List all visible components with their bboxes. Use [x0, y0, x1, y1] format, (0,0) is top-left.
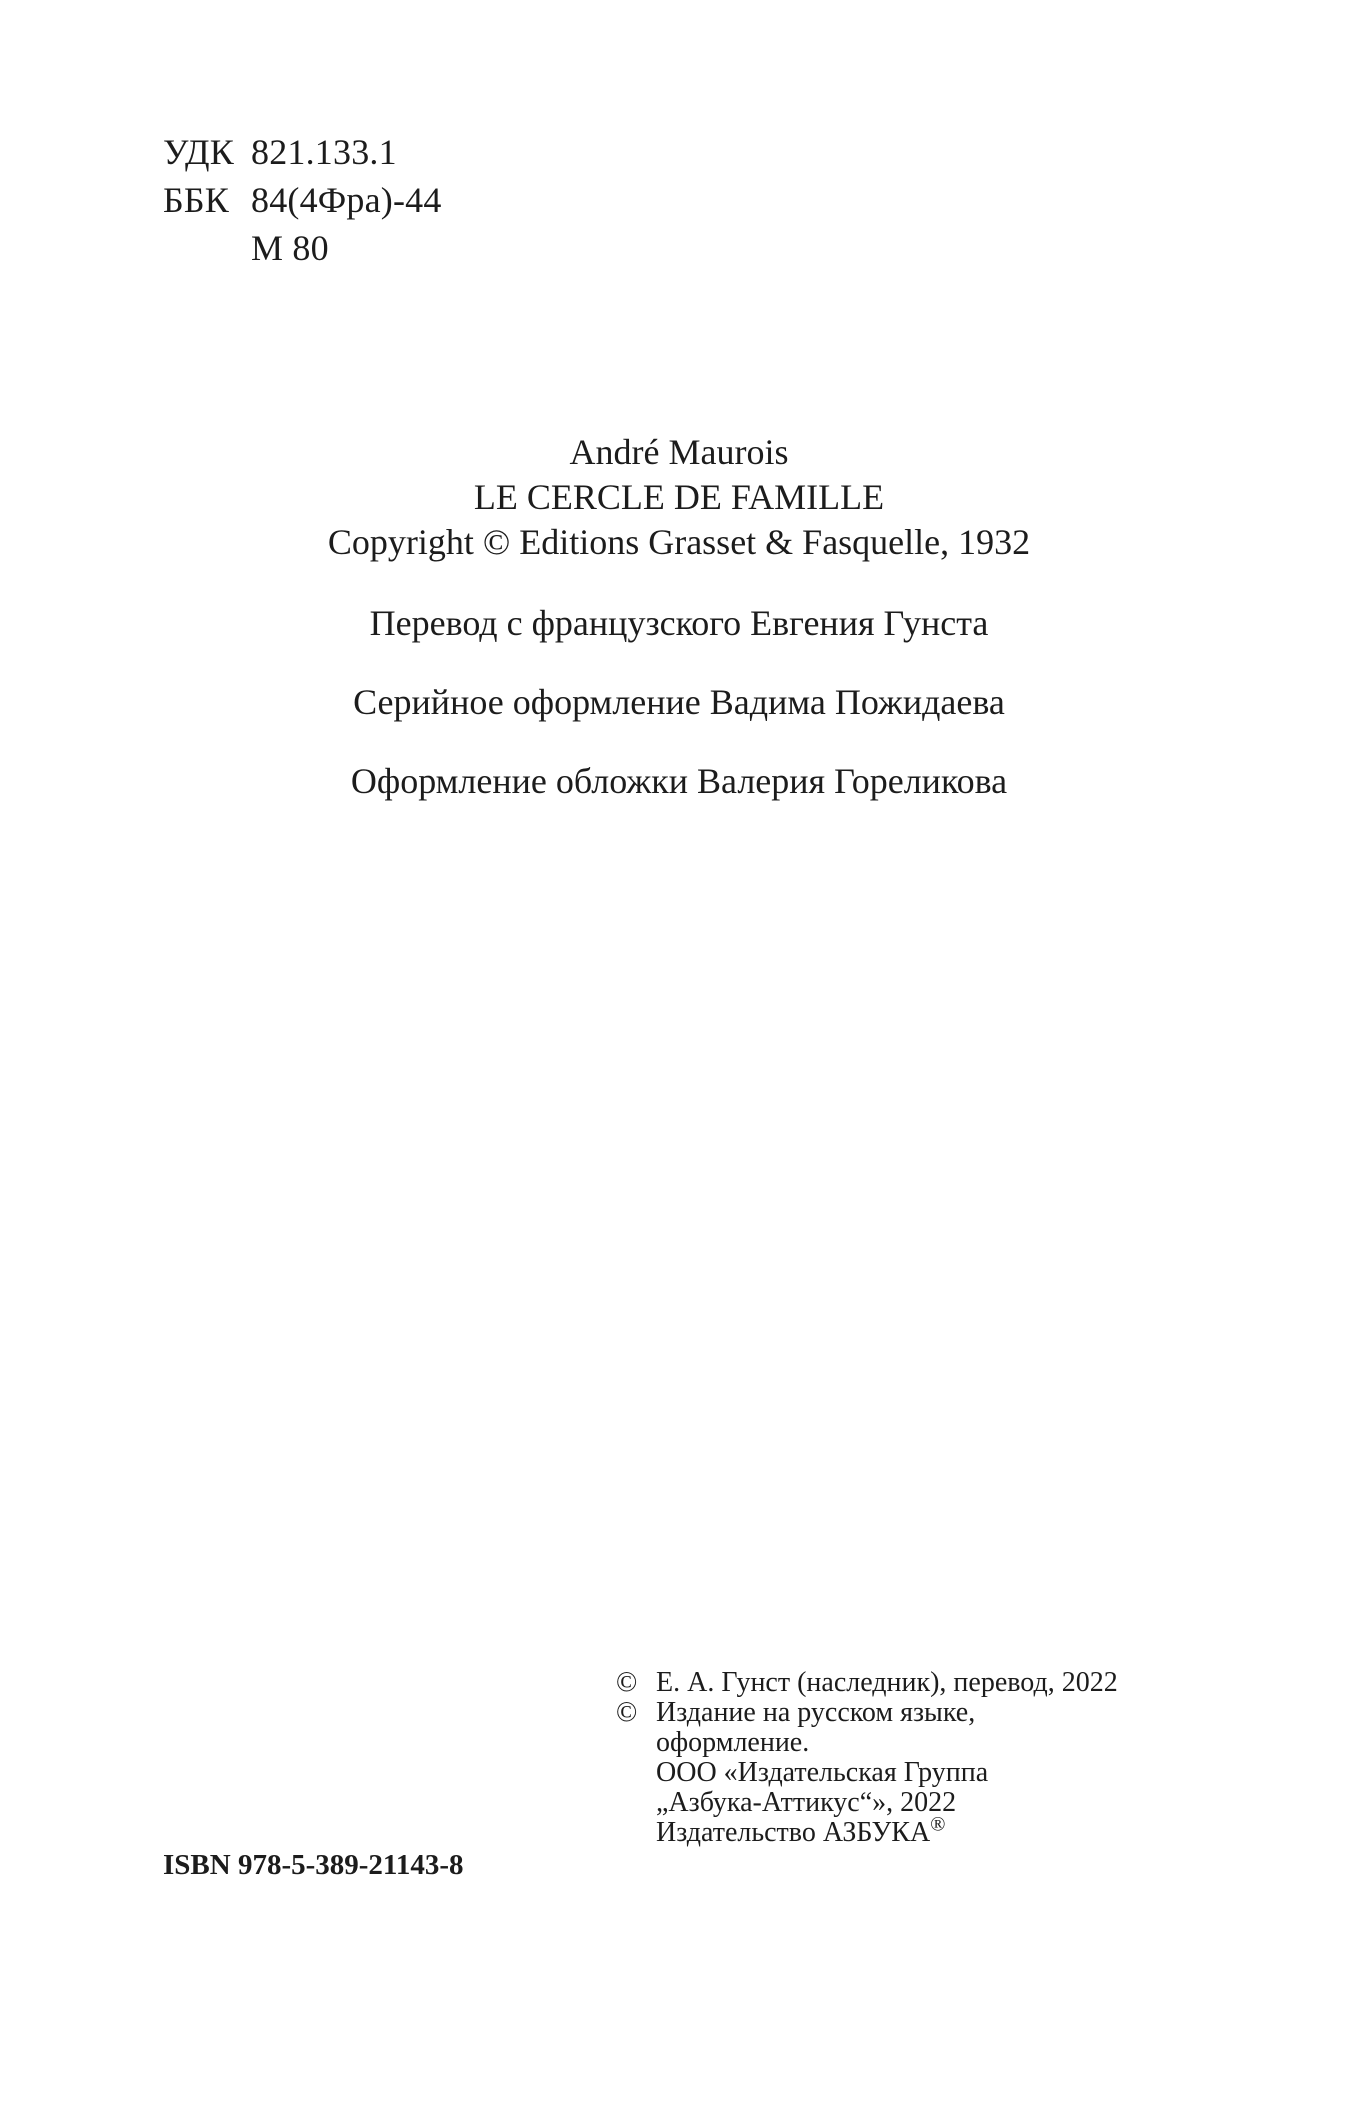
publisher-line: [616, 1813, 1118, 1848]
cover-design-credit: Оформление обложки Валерия Гореликова: [350, 761, 1008, 801]
copyright-edition: [616, 1698, 1118, 1728]
original-author: André Maurois: [569, 432, 789, 472]
copyright-translation: [616, 1668, 1118, 1698]
copyright-edition-line: оформление.: [656, 1727, 810, 1758]
bbk-row: [163, 176, 442, 224]
author-mark: М 80: [251, 228, 329, 268]
registered-mark: ®: [930, 1813, 946, 1836]
udk-value: 821.133.1: [251, 132, 397, 172]
copyright-edition-text: Издание на русском языке,: [656, 1697, 976, 1728]
copyright-translation-text: Е. А. Гунст (наследник), перевод, 2022: [656, 1667, 1118, 1698]
original-copyright: Copyright © Editions Grasset & Fasquelle, 1932: [327, 522, 1031, 562]
copyright-edition-line: ООО «Издательская Группа: [656, 1757, 989, 1788]
author-mark-row: [163, 224, 442, 272]
copyright-edition-line: „Азбука-Аттикус“», 2022: [656, 1787, 957, 1818]
bbk-label: ББК: [163, 180, 229, 220]
isbn: ISBN 978-5-389-21143-8: [163, 1849, 464, 1881]
udk-label: УДК: [163, 132, 235, 172]
translation-credit: Перевод с французского Евгения Гунста: [369, 603, 989, 643]
copyright-sign: ©: [616, 1667, 638, 1698]
copyright-block: [616, 1668, 1118, 1848]
original-title: LE CERCLE DE FAMILLE: [473, 477, 885, 517]
classification-block: [163, 128, 442, 272]
author-mark-spacer: [163, 224, 251, 272]
publisher-name: Издательство АЗБУКА: [656, 1817, 931, 1848]
copyright-sign: ©: [616, 1697, 638, 1728]
udk-row: [163, 128, 442, 176]
original-edition-block: [0, 430, 1358, 804]
series-design-credit: Серийное оформление Вадима Пожидаева: [353, 682, 1005, 722]
bbk-value: 84(4Фра)-44: [251, 180, 442, 220]
